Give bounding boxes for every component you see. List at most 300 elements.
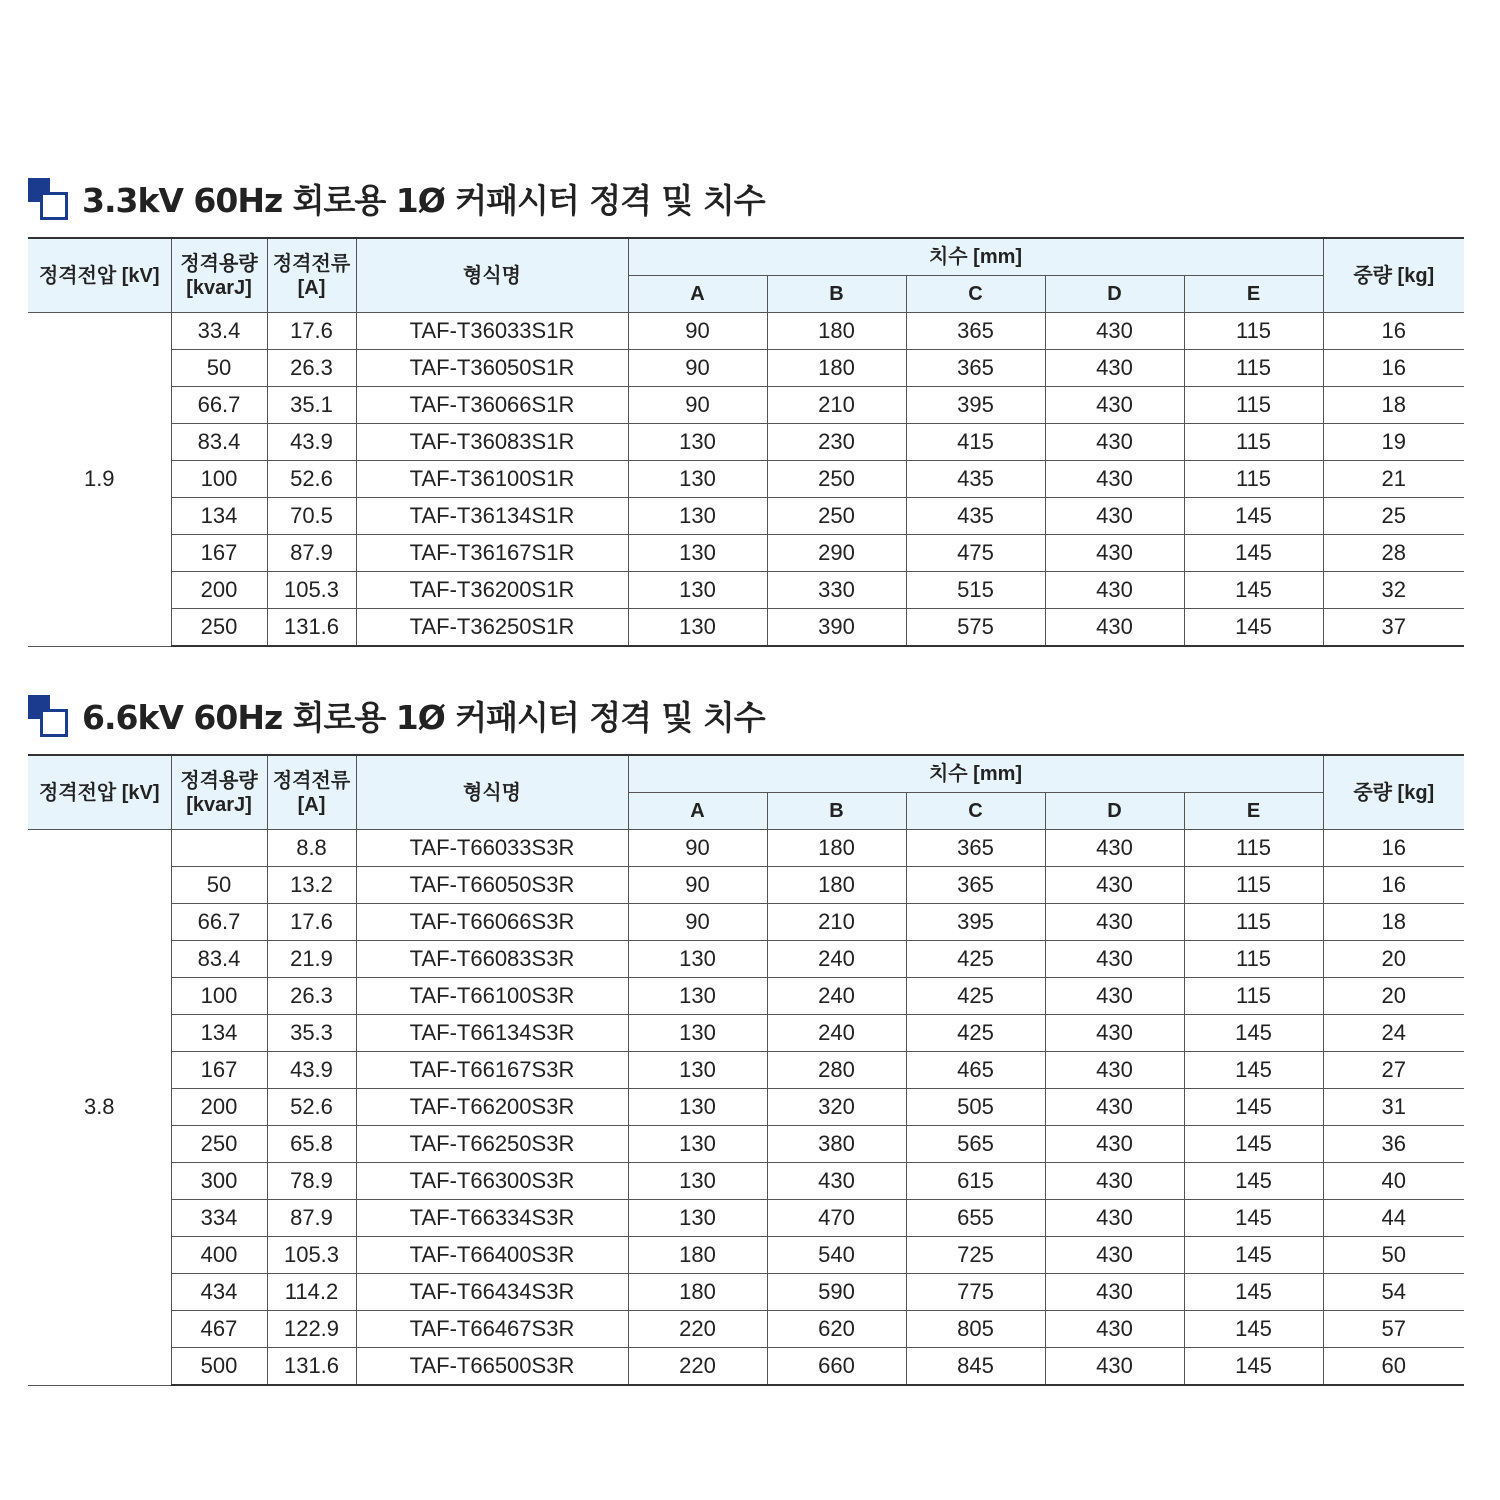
section-title: 6.6kV 60Hz 회로용 1Ø 커패시터 정격 및 치수 [82, 697, 765, 737]
capacity-cell: 250 [171, 1126, 267, 1163]
dim-c-cell: 565 [906, 1126, 1045, 1163]
dim-a-cell: 90 [628, 830, 767, 867]
weight-cell: 16 [1323, 350, 1464, 387]
weight-cell: 44 [1323, 1200, 1464, 1237]
header-capacity [171, 238, 267, 313]
table-row [28, 941, 1464, 978]
header-dim-b [767, 276, 906, 313]
dim-b-cell: 250 [767, 461, 906, 498]
dim-a-cell: 130 [628, 978, 767, 1015]
model-cell: TAF-T66100S3R [356, 978, 628, 1015]
dim-a-cell: 90 [628, 313, 767, 350]
weight-cell: 18 [1323, 387, 1464, 424]
table-row [28, 1052, 1464, 1089]
dim-b-cell: 290 [767, 535, 906, 572]
dim-a-cell: 220 [628, 1348, 767, 1386]
dim-c-cell: 475 [906, 535, 1045, 572]
header-dim-d [1045, 276, 1184, 313]
dim-d-cell: 430 [1045, 1274, 1184, 1311]
current-cell: 65.8 [267, 1126, 356, 1163]
header-text: [A] [297, 793, 326, 816]
dim-b-cell: 230 [767, 424, 906, 461]
table-row [28, 830, 1464, 867]
weight-cell: 16 [1323, 313, 1464, 350]
weight-cell: 25 [1323, 498, 1464, 535]
dim-c-cell: 365 [906, 350, 1045, 387]
dim-a-cell: 90 [628, 387, 767, 424]
dim-d-cell: 430 [1045, 1163, 1184, 1200]
section-header [28, 176, 1464, 220]
dim-b-cell: 180 [767, 313, 906, 350]
capacity-cell: 334 [171, 1200, 267, 1237]
dim-a-cell: 130 [628, 424, 767, 461]
weight-cell: 60 [1323, 1348, 1464, 1386]
dim-e-cell: 115 [1184, 461, 1323, 498]
dim-d-cell: 430 [1045, 1052, 1184, 1089]
table-row [28, 1348, 1464, 1386]
header-text: 정격전류 [272, 252, 351, 275]
dim-e-cell: 145 [1184, 1311, 1323, 1348]
current-cell: 131.6 [267, 609, 356, 647]
header-current [267, 755, 356, 830]
dim-b-cell: 240 [767, 941, 906, 978]
header-text: 정격용량 [180, 769, 258, 792]
capacity-cell: 100 [171, 978, 267, 1015]
header-model [356, 755, 628, 830]
capacity-cell: 50 [171, 350, 267, 387]
header-dim-a [628, 276, 767, 313]
spec-table [28, 237, 1464, 647]
capacity-cell: 83.4 [171, 941, 267, 978]
capacity-cell: 83.4 [171, 424, 267, 461]
model-cell: TAF-T66467S3R [356, 1311, 628, 1348]
capacity-cell: 500 [171, 1348, 267, 1386]
current-cell: 26.3 [267, 978, 356, 1015]
dim-b-cell: 180 [767, 830, 906, 867]
current-cell: 13.2 [267, 867, 356, 904]
dim-e-cell: 115 [1184, 387, 1323, 424]
weight-cell: 57 [1323, 1311, 1464, 1348]
dim-c-cell: 435 [906, 461, 1045, 498]
capacity-cell: 134 [171, 498, 267, 535]
current-cell: 78.9 [267, 1163, 356, 1200]
header-capacity [171, 755, 267, 830]
dim-d-cell: 430 [1045, 424, 1184, 461]
dim-a-cell: 130 [628, 1200, 767, 1237]
model-cell: TAF-T36050S1R [356, 350, 628, 387]
capacity-cell: 300 [171, 1163, 267, 1200]
table-row [28, 498, 1464, 535]
current-cell: 87.9 [267, 1200, 356, 1237]
dim-c-cell: 365 [906, 313, 1045, 350]
model-cell: TAF-T66083S3R [356, 941, 628, 978]
current-cell: 17.6 [267, 904, 356, 941]
dim-d-cell: 430 [1045, 572, 1184, 609]
dim-d-cell: 430 [1045, 1311, 1184, 1348]
dim-c-cell: 365 [906, 830, 1045, 867]
model-cell: TAF-T66066S3R [356, 904, 628, 941]
dim-c-cell: 515 [906, 572, 1045, 609]
capacity-cell: 167 [171, 535, 267, 572]
dim-c-cell: 395 [906, 904, 1045, 941]
dim-d-cell: 430 [1045, 535, 1184, 572]
weight-cell: 37 [1323, 609, 1464, 647]
header-voltage [28, 755, 171, 830]
dim-e-cell: 115 [1184, 830, 1323, 867]
model-cell: TAF-T66400S3R [356, 1237, 628, 1274]
dim-b-cell: 180 [767, 350, 906, 387]
dim-a-cell: 90 [628, 867, 767, 904]
dim-a-cell: 130 [628, 535, 767, 572]
table-row [28, 535, 1464, 572]
header-text: 치수 [mm] [928, 763, 1023, 785]
current-cell: 8.8 [267, 830, 356, 867]
weight-cell: 16 [1323, 830, 1464, 867]
dim-d-cell: 430 [1045, 1089, 1184, 1126]
dim-a-cell: 90 [628, 350, 767, 387]
dim-b-cell: 240 [767, 978, 906, 1015]
section-header [28, 693, 1464, 737]
header-dimensions [628, 238, 1323, 276]
table-row [28, 1163, 1464, 1200]
header-dim-a [628, 793, 767, 830]
header-dim-d [1045, 793, 1184, 830]
dim-a-cell: 130 [628, 1126, 767, 1163]
dim-d-cell: 430 [1045, 350, 1184, 387]
current-cell: 52.6 [267, 1089, 356, 1126]
dim-b-cell: 430 [767, 1163, 906, 1200]
spec-section-3-3kv [28, 176, 1464, 639]
dim-e-cell: 145 [1184, 1200, 1323, 1237]
dim-b-cell: 210 [767, 387, 906, 424]
capacity-cell: 66.7 [171, 904, 267, 941]
dim-e-cell: 145 [1184, 1089, 1323, 1126]
table-row [28, 350, 1464, 387]
model-cell: TAF-T66167S3R [356, 1052, 628, 1089]
capacity-cell: 50 [171, 867, 267, 904]
dim-a-cell: 130 [628, 572, 767, 609]
model-cell: TAF-T66300S3R [356, 1163, 628, 1200]
voltage-cell: 1.9 [28, 313, 171, 647]
current-cell: 114.2 [267, 1274, 356, 1311]
dim-e-cell: 145 [1184, 498, 1323, 535]
header-dim-c [906, 276, 1045, 313]
dim-e-cell: 115 [1184, 350, 1323, 387]
dim-b-cell: 250 [767, 498, 906, 535]
dim-b-cell: 240 [767, 1015, 906, 1052]
table-row [28, 1237, 1464, 1274]
dim-e-cell: 145 [1184, 1052, 1323, 1089]
model-cell: TAF-T66434S3R [356, 1274, 628, 1311]
model-cell: TAF-T36100S1R [356, 461, 628, 498]
capacity-cell: 200 [171, 572, 267, 609]
weight-cell: 32 [1323, 572, 1464, 609]
model-cell: TAF-T66033S3R [356, 830, 628, 867]
dim-d-cell: 430 [1045, 867, 1184, 904]
dim-c-cell: 395 [906, 387, 1045, 424]
header-text: D [1107, 283, 1122, 305]
dim-c-cell: 365 [906, 867, 1045, 904]
weight-cell: 27 [1323, 1052, 1464, 1089]
dim-e-cell: 115 [1184, 941, 1323, 978]
weight-cell: 16 [1323, 867, 1464, 904]
capacity-cell: 167 [171, 1052, 267, 1089]
dim-a-cell: 130 [628, 498, 767, 535]
dim-c-cell: 655 [906, 1200, 1045, 1237]
dim-a-cell: 220 [628, 1311, 767, 1348]
dim-b-cell: 280 [767, 1052, 906, 1089]
dim-d-cell: 430 [1045, 904, 1184, 941]
header-text: 중량 [kg] [1353, 264, 1435, 287]
capacity-cell: 467 [171, 1311, 267, 1348]
current-cell: 70.5 [267, 498, 356, 535]
dim-e-cell: 145 [1184, 1274, 1323, 1311]
header-current [267, 238, 356, 313]
dim-e-cell: 115 [1184, 867, 1323, 904]
header-text: [kvarJ] [186, 276, 252, 299]
header-text: [A] [297, 276, 326, 299]
dim-b-cell: 620 [767, 1311, 906, 1348]
dim-c-cell: 575 [906, 609, 1045, 647]
current-cell: 122.9 [267, 1311, 356, 1348]
header-text: C [968, 283, 983, 305]
header-text: E [1246, 283, 1261, 305]
header-text: C [968, 800, 983, 822]
table-row [28, 1126, 1464, 1163]
current-cell: 35.3 [267, 1015, 356, 1052]
dim-c-cell: 845 [906, 1348, 1045, 1386]
dim-b-cell: 540 [767, 1237, 906, 1274]
table-row [28, 313, 1464, 350]
model-cell: TAF-T36066S1R [356, 387, 628, 424]
table-row [28, 1311, 1464, 1348]
header-text: 정격전류 [272, 769, 351, 792]
dim-c-cell: 425 [906, 978, 1045, 1015]
dim-d-cell: 430 [1045, 1200, 1184, 1237]
weight-cell: 31 [1323, 1089, 1464, 1126]
model-cell: TAF-T36167S1R [356, 535, 628, 572]
header-text: A [690, 800, 705, 822]
header-text: [kvarJ] [186, 793, 252, 816]
current-cell: 43.9 [267, 424, 356, 461]
header-text: E [1246, 800, 1261, 822]
dim-a-cell: 180 [628, 1237, 767, 1274]
table-row [28, 461, 1464, 498]
dim-d-cell: 430 [1045, 978, 1184, 1015]
dim-d-cell: 430 [1045, 941, 1184, 978]
dim-e-cell: 145 [1184, 1237, 1323, 1274]
weight-cell: 28 [1323, 535, 1464, 572]
table-row [28, 904, 1464, 941]
capacity-cell: 100 [171, 461, 267, 498]
capacity-cell [171, 830, 267, 867]
dim-d-cell: 430 [1045, 387, 1184, 424]
dim-d-cell: 430 [1045, 1015, 1184, 1052]
header-text: A [690, 283, 705, 305]
table-row [28, 867, 1464, 904]
capacity-cell: 200 [171, 1089, 267, 1126]
dim-a-cell: 130 [628, 1163, 767, 1200]
capacity-cell: 66.7 [171, 387, 267, 424]
dim-d-cell: 430 [1045, 461, 1184, 498]
spec-section-6-6kv [28, 693, 1464, 1378]
dim-b-cell: 330 [767, 572, 906, 609]
header-text: 정격전압 [kV] [38, 264, 160, 287]
voltage-cell: 3.8 [28, 830, 171, 1386]
dim-e-cell: 115 [1184, 313, 1323, 350]
dim-c-cell: 805 [906, 1311, 1045, 1348]
header-text: 정격전압 [kV] [38, 781, 160, 804]
model-cell: TAF-T36083S1R [356, 424, 628, 461]
dim-e-cell: 145 [1184, 1163, 1323, 1200]
table-row [28, 1274, 1464, 1311]
capacity-cell: 33.4 [171, 313, 267, 350]
dim-a-cell: 180 [628, 1274, 767, 1311]
model-cell: TAF-T66250S3R [356, 1126, 628, 1163]
dim-c-cell: 775 [906, 1274, 1045, 1311]
dim-c-cell: 415 [906, 424, 1045, 461]
table-row [28, 1200, 1464, 1237]
capacity-cell: 134 [171, 1015, 267, 1052]
header-text: 치수 [mm] [928, 246, 1023, 268]
dim-e-cell: 145 [1184, 572, 1323, 609]
weight-cell: 20 [1323, 978, 1464, 1015]
model-cell: TAF-T36250S1R [356, 609, 628, 647]
dim-c-cell: 425 [906, 941, 1045, 978]
dim-d-cell: 430 [1045, 313, 1184, 350]
dim-b-cell: 180 [767, 867, 906, 904]
current-cell: 26.3 [267, 350, 356, 387]
header-dim-e [1184, 276, 1323, 313]
dim-b-cell: 320 [767, 1089, 906, 1126]
table-row [28, 978, 1464, 1015]
table-row [28, 424, 1464, 461]
dim-c-cell: 505 [906, 1089, 1045, 1126]
weight-cell: 24 [1323, 1015, 1464, 1052]
dim-c-cell: 725 [906, 1237, 1045, 1274]
current-cell: 105.3 [267, 1237, 356, 1274]
table-row [28, 1015, 1464, 1052]
current-cell: 105.3 [267, 572, 356, 609]
dim-e-cell: 145 [1184, 609, 1323, 647]
header-weight [1323, 755, 1464, 830]
dim-e-cell: 145 [1184, 1348, 1323, 1386]
current-cell: 21.9 [267, 941, 356, 978]
weight-cell: 18 [1323, 904, 1464, 941]
header-weight [1323, 238, 1464, 313]
dim-a-cell: 90 [628, 904, 767, 941]
weight-cell: 40 [1323, 1163, 1464, 1200]
dim-e-cell: 145 [1184, 1126, 1323, 1163]
header-model [356, 238, 628, 313]
dim-a-cell: 130 [628, 1015, 767, 1052]
section-title: 3.3kV 60Hz 회로용 1Ø 커패시터 정격 및 치수 [82, 180, 765, 220]
dim-d-cell: 430 [1045, 609, 1184, 647]
header-text: 형식명 [463, 264, 521, 287]
header-voltage [28, 238, 171, 313]
dim-b-cell: 380 [767, 1126, 906, 1163]
dim-a-cell: 130 [628, 609, 767, 647]
dim-d-cell: 430 [1045, 1126, 1184, 1163]
model-cell: TAF-T66500S3R [356, 1348, 628, 1386]
model-cell: TAF-T66050S3R [356, 867, 628, 904]
current-cell: 43.9 [267, 1052, 356, 1089]
dim-c-cell: 615 [906, 1163, 1045, 1200]
dim-d-cell: 430 [1045, 498, 1184, 535]
dim-a-cell: 130 [628, 1052, 767, 1089]
model-cell: TAF-T36033S1R [356, 313, 628, 350]
table-row [28, 387, 1464, 424]
table-row [28, 572, 1464, 609]
header-text: 정격용량 [180, 252, 258, 275]
header-text: 형식명 [463, 781, 521, 804]
dim-b-cell: 470 [767, 1200, 906, 1237]
dim-b-cell: 390 [767, 609, 906, 647]
dim-e-cell: 145 [1184, 1015, 1323, 1052]
header-dimensions [628, 755, 1323, 793]
dim-c-cell: 425 [906, 1015, 1045, 1052]
weight-cell: 54 [1323, 1274, 1464, 1311]
capacity-cell: 250 [171, 609, 267, 647]
dim-e-cell: 115 [1184, 424, 1323, 461]
dim-b-cell: 660 [767, 1348, 906, 1386]
spec-table [28, 754, 1464, 1386]
current-cell: 17.6 [267, 313, 356, 350]
dim-a-cell: 130 [628, 1089, 767, 1126]
header-text: B [829, 800, 844, 822]
dim-e-cell: 145 [1184, 535, 1323, 572]
model-cell: TAF-T66134S3R [356, 1015, 628, 1052]
dim-b-cell: 210 [767, 904, 906, 941]
dim-e-cell: 115 [1184, 904, 1323, 941]
dim-d-cell: 430 [1045, 830, 1184, 867]
header-dim-e [1184, 793, 1323, 830]
header-text: D [1107, 800, 1122, 822]
dim-d-cell: 430 [1045, 1348, 1184, 1386]
dim-e-cell: 115 [1184, 978, 1323, 1015]
model-cell: TAF-T66200S3R [356, 1089, 628, 1126]
current-cell: 131.6 [267, 1348, 356, 1386]
model-cell: TAF-T36200S1R [356, 572, 628, 609]
weight-cell: 50 [1323, 1237, 1464, 1274]
weight-cell: 36 [1323, 1126, 1464, 1163]
header-dim-b [767, 793, 906, 830]
capacity-cell: 400 [171, 1237, 267, 1274]
table-row [28, 1089, 1464, 1126]
weight-cell: 19 [1323, 424, 1464, 461]
dim-a-cell: 130 [628, 461, 767, 498]
current-cell: 52.6 [267, 461, 356, 498]
weight-cell: 20 [1323, 941, 1464, 978]
header-dim-c [906, 793, 1045, 830]
model-cell: TAF-T36134S1R [356, 498, 628, 535]
header-text: 중량 [kg] [1353, 781, 1435, 804]
current-cell: 35.1 [267, 387, 356, 424]
table-row [28, 609, 1464, 647]
dim-c-cell: 465 [906, 1052, 1045, 1089]
weight-cell: 21 [1323, 461, 1464, 498]
stacked-squares-icon [28, 695, 66, 735]
dim-d-cell: 430 [1045, 1237, 1184, 1274]
model-cell: TAF-T66334S3R [356, 1200, 628, 1237]
dim-b-cell: 590 [767, 1274, 906, 1311]
current-cell: 87.9 [267, 535, 356, 572]
dim-c-cell: 435 [906, 498, 1045, 535]
dim-a-cell: 130 [628, 941, 767, 978]
capacity-cell: 434 [171, 1274, 267, 1311]
header-text: B [829, 283, 844, 305]
stacked-squares-icon [28, 178, 66, 218]
